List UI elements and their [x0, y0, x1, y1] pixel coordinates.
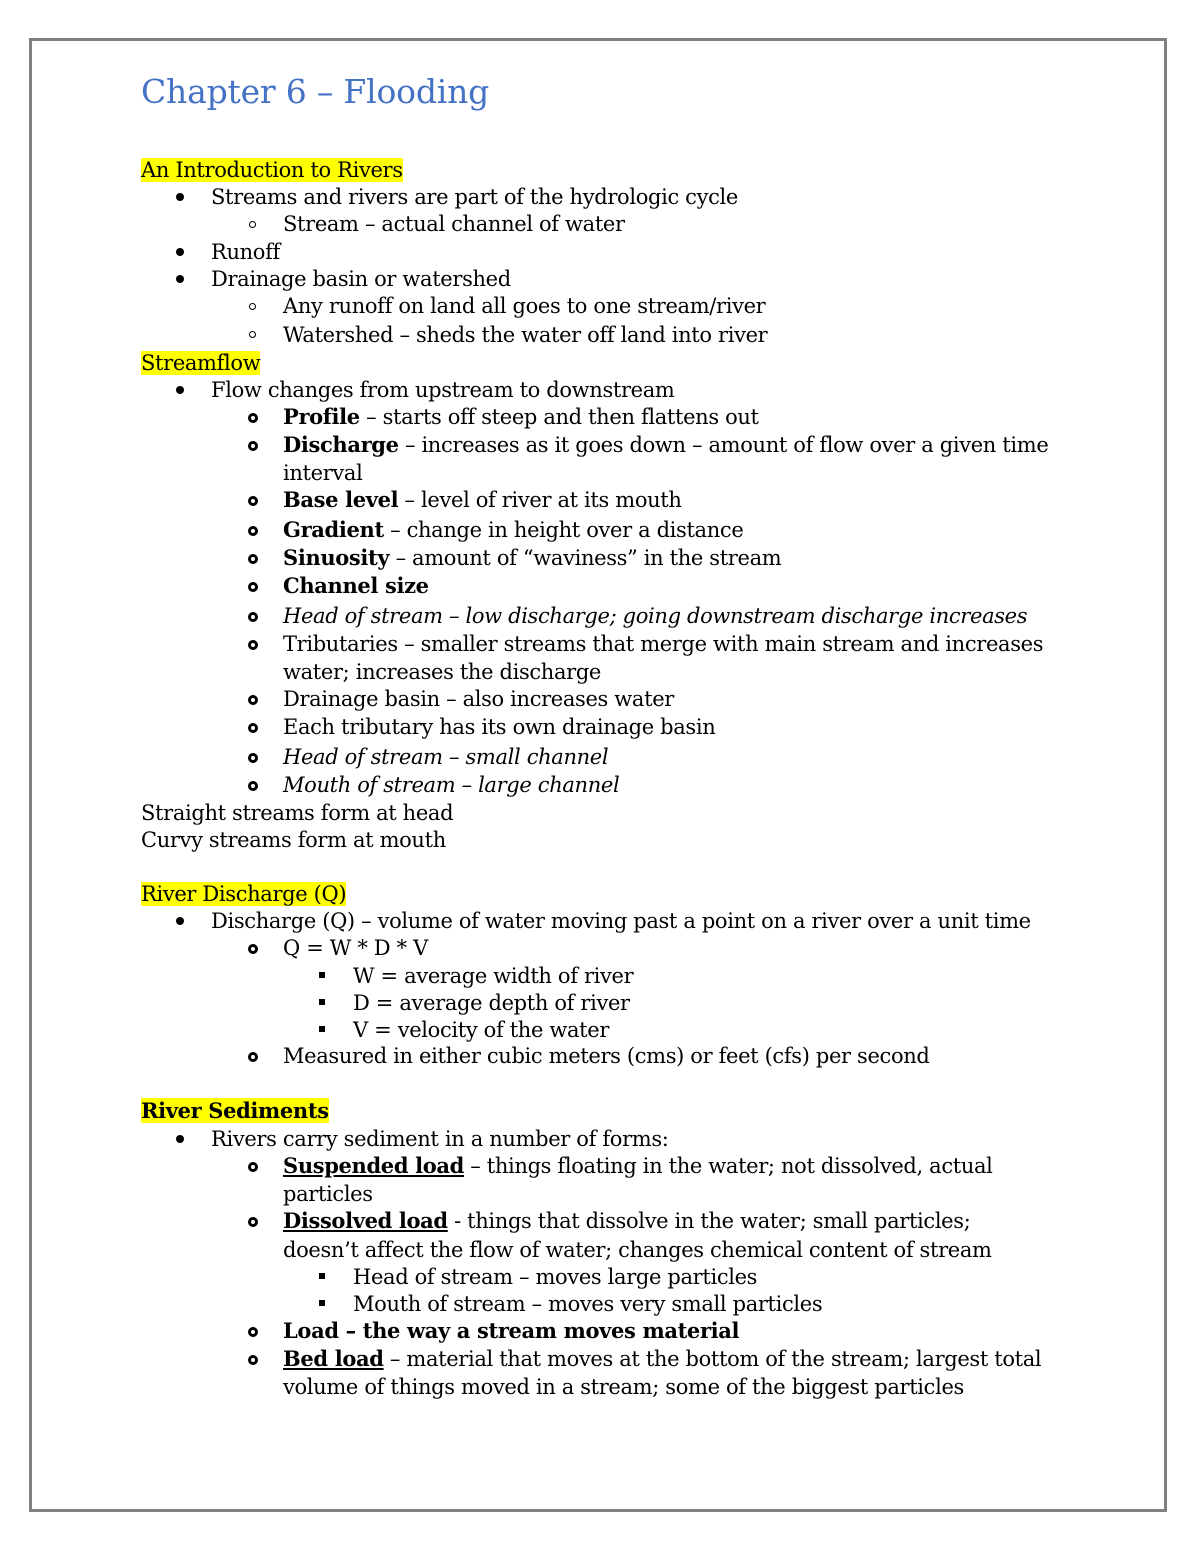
list-item: Flow changes from upstream to downstream	[211, 378, 675, 402]
bullet-ring	[248, 496, 258, 506]
list-item: D = average depth of river	[353, 991, 630, 1015]
bullet-ring	[248, 1052, 258, 1062]
list-item: Base level – level of river at its mouth	[283, 487, 682, 512]
paragraph: Straight streams form at head	[141, 801, 454, 825]
bullet-square	[319, 972, 325, 978]
list-item: Mouth of stream – large channel	[283, 773, 620, 797]
list-item: Drainage basin or watershed	[211, 267, 511, 291]
bullet-ring	[248, 582, 258, 592]
page-title: Chapter 6 – Flooding	[141, 72, 490, 111]
list-item-continuation: doesn’t affect the flow of water; changes chemical content of stream	[283, 1238, 992, 1262]
list-item: Stream – actual channel of water	[283, 212, 625, 236]
bullet-square	[319, 1026, 325, 1032]
list-item: Tributaries – smaller streams that merge with main stream and increases	[283, 632, 1044, 656]
list-item: Gradient – change in height over a distance	[283, 517, 744, 542]
list-item-continuation: water; increases the discharge	[283, 660, 602, 684]
list-item: Head of stream – small channel	[283, 745, 609, 769]
bullet-disc	[176, 1135, 184, 1143]
bullet-ring	[248, 554, 258, 564]
list-item: Each tributary has its own drainage basin	[283, 715, 716, 739]
list-item-continuation: volume of things moved in a stream; some of the biggest particles	[283, 1375, 964, 1399]
bullet-disc	[176, 917, 184, 925]
list-item: Profile – starts off steep and then flattens out	[283, 404, 759, 429]
list-item-continuation: particles	[283, 1182, 373, 1206]
bullet-ring	[248, 640, 258, 650]
bullet-ring	[248, 753, 258, 763]
list-item: Sinuosity – amount of “waviness” in the stream	[283, 545, 782, 570]
list-item-continuation: interval	[283, 461, 363, 485]
heading-intro: An Introduction to Rivers	[141, 158, 403, 182]
list-item: Discharge – increases as it goes down – amount of flow over a given time	[283, 432, 1049, 457]
list-item: Measured in either cubic meters (cms) or feet (cfs) per second	[283, 1044, 930, 1068]
list-item: Channel size	[283, 573, 429, 598]
bullet-ring	[248, 695, 258, 705]
bullet-square	[319, 1300, 325, 1306]
bullet-disc	[176, 275, 184, 283]
bullet-disc	[176, 193, 184, 201]
list-item: Load – the way a stream moves material	[283, 1318, 740, 1343]
bullet-ring	[249, 303, 256, 310]
bullet-ring	[249, 221, 256, 228]
heading-streamflow: Streamflow	[141, 351, 261, 375]
list-item: Watershed – sheds the water off land into river	[283, 323, 768, 347]
paragraph: Curvy streams form at mouth	[141, 828, 446, 852]
list-item: W = average width of river	[353, 964, 634, 988]
bullet-ring	[248, 413, 258, 423]
list-item: Suspended load – things floating in the water; not dissolved, actual	[283, 1153, 993, 1178]
list-item: Rivers carry sediment in a number of forms:	[211, 1127, 669, 1151]
list-item: Bed load – material that moves at the bottom of the stream; largest total	[283, 1346, 1042, 1371]
list-item: Dissolved load - things that dissolve in the water; small particles;	[283, 1208, 971, 1233]
bullet-ring	[248, 1217, 258, 1227]
list-item: Drainage basin – also increases water	[283, 687, 674, 711]
bullet-ring	[248, 612, 258, 622]
bullet-ring	[248, 1162, 258, 1172]
heading-sediments: River Sediments	[141, 1098, 329, 1123]
list-item: Discharge (Q) – volume of water moving past a point on a river over a unit time	[211, 909, 1031, 933]
list-item: Head of stream – low discharge; going downstream discharge increases	[283, 604, 1028, 628]
list-item: Runoff	[211, 240, 280, 264]
list-item: Q = W * D * V	[283, 936, 428, 960]
list-item: Streams and rivers are part of the hydrologic cycle	[211, 185, 738, 209]
bullet-disc	[176, 248, 184, 256]
bullet-disc	[176, 386, 184, 394]
bullet-ring	[248, 1355, 258, 1365]
bullet-ring	[248, 1327, 258, 1337]
bullet-square	[319, 1273, 325, 1279]
bullet-ring	[248, 441, 258, 451]
list-item: Head of stream – moves large particles	[353, 1265, 758, 1289]
bullet-square	[319, 999, 325, 1005]
list-item: Mouth of stream – moves very small particles	[353, 1292, 823, 1316]
bullet-ring	[248, 781, 258, 791]
list-item: V = velocity of the water	[353, 1018, 610, 1042]
bullet-ring	[248, 723, 258, 733]
heading-discharge: River Discharge (Q)	[141, 882, 347, 906]
bullet-ring	[249, 331, 256, 338]
list-item: Any runoff on land all goes to one stream/river	[283, 294, 766, 318]
bullet-ring	[248, 944, 258, 954]
bullet-ring	[248, 526, 258, 536]
